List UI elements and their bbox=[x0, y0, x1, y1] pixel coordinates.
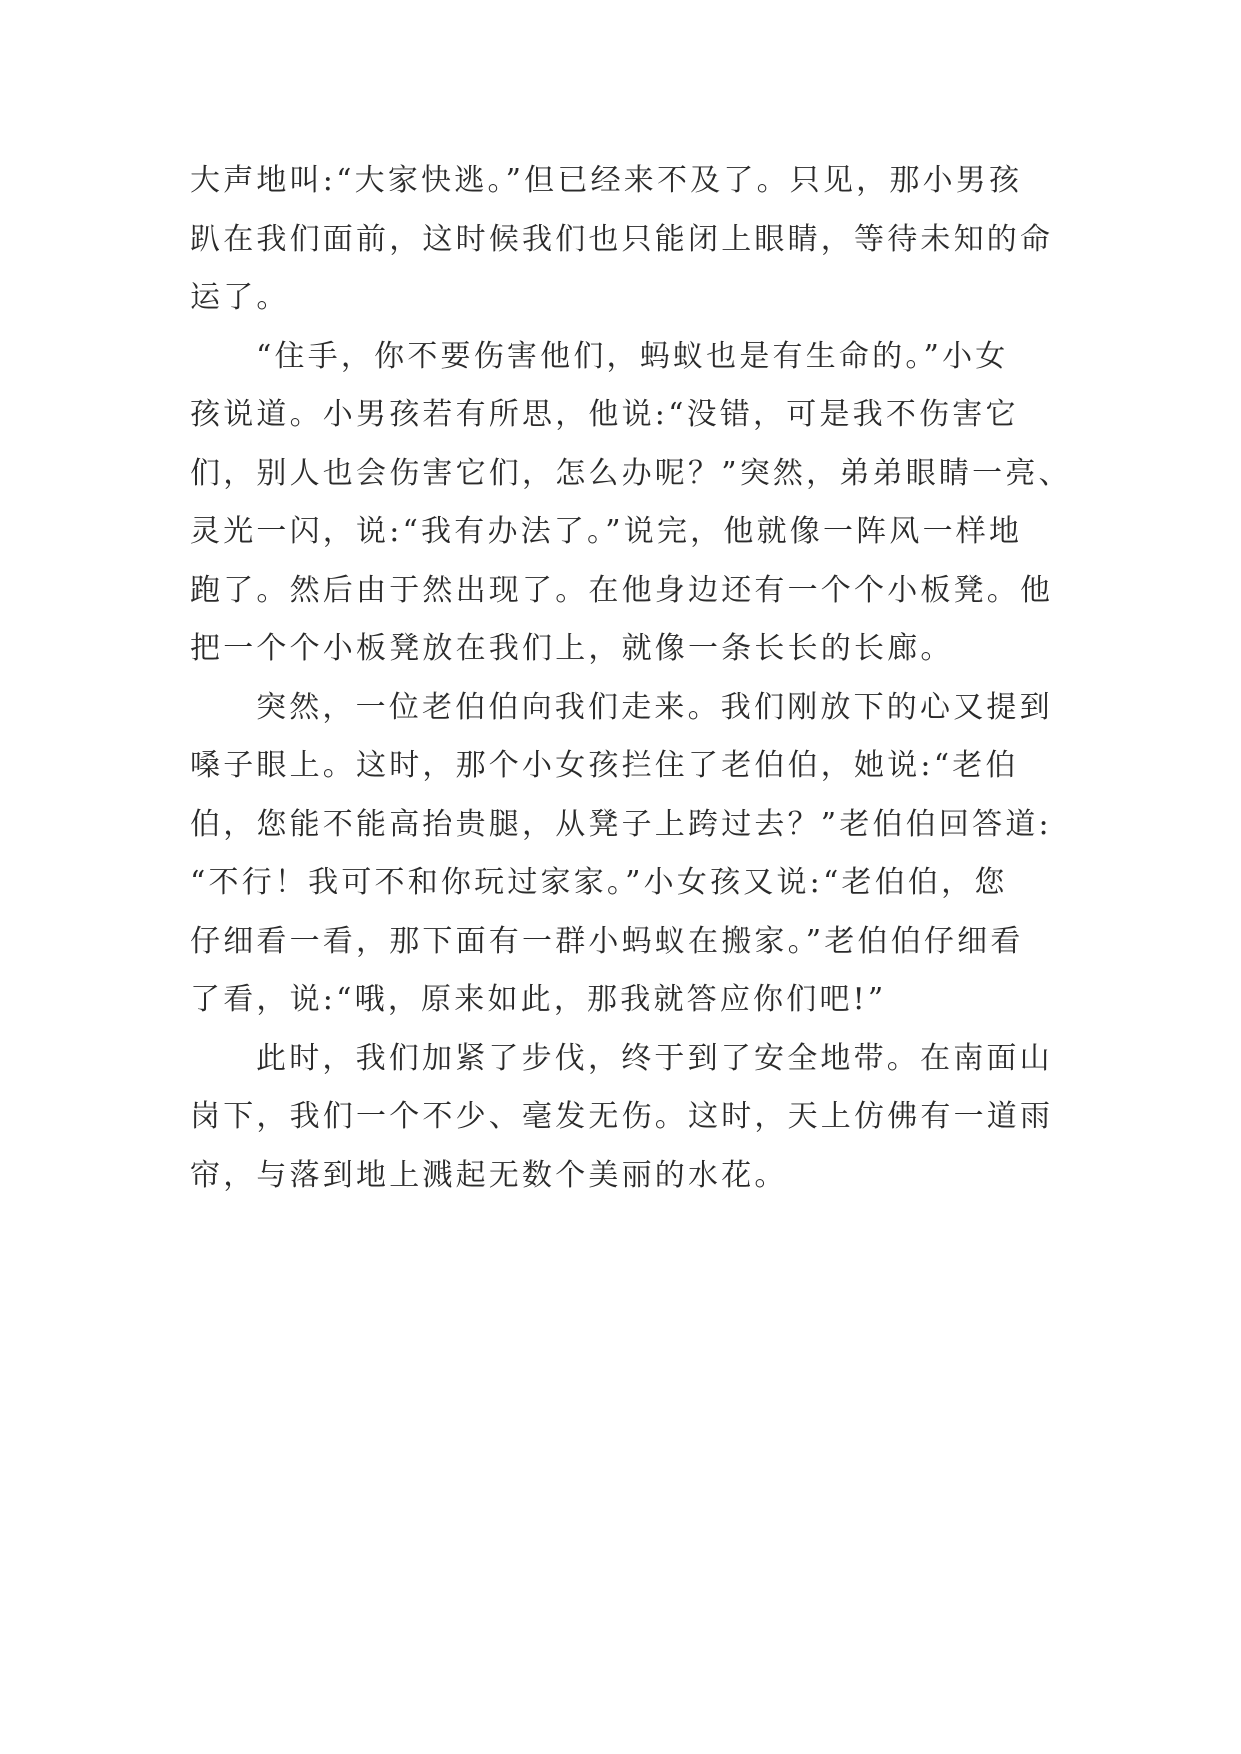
text-line: 运了。 bbox=[190, 280, 290, 315]
paragraph-1 bbox=[190, 152, 1070, 328]
text-line: “不行！我可不和你玩过家家。”小女孩又说:“老伯伯，您 bbox=[190, 865, 1008, 900]
text-line-first: “住手，你不要伤害他们，蚂蚁也是有生命的。”小女 bbox=[256, 338, 1009, 374]
text-line: 帘，与落到地上溅起无数个美丽的水花。 bbox=[190, 1157, 788, 1193]
text-line: 大声地叫:“大家快逃。”但已经来不及了。只见，那小男孩 bbox=[190, 163, 1023, 198]
paragraph-2 bbox=[190, 328, 1070, 679]
text-line: 仔细看一看，那下面有一群小蚂蚁在搬家。”老伯伯仔细看 bbox=[190, 923, 1024, 959]
text-line: 岗下，我们一个不少、毫发无伤。这时，天上仿佛有一道雨 bbox=[190, 1099, 1054, 1134]
text-line: 孩说道。小男孩若有所思，他说:“没错，可是我不伤害它 bbox=[190, 397, 1019, 432]
text-line-first: 突然，一位老伯伯向我们走来。我们刚放下的心又提到 bbox=[256, 689, 1053, 725]
text-line: 伯，您能不能高抬贵腿，从凳子上跨过去？”老伯伯回答道: bbox=[190, 806, 1052, 842]
text-line: 趴在我们面前，这时候我们也只能闭上眼睛，等待未知的命 bbox=[190, 221, 1054, 257]
document-body bbox=[190, 152, 1070, 1205]
paragraph-3 bbox=[190, 679, 1070, 1030]
text-line: 们，别人也会伤害它们，怎么办呢？”突然，弟弟眼睛一亮、 bbox=[190, 455, 1072, 491]
text-line: 嗓子眼上。这时，那个小女孩拦住了老伯伯，她说:“老伯 bbox=[190, 748, 1019, 783]
text-line: 了看，说:“哦，原来如此，那我就答应你们吧!” bbox=[190, 982, 887, 1017]
text-line-first: 此时，我们加紧了步伐，终于到了安全地带。在南面山 bbox=[256, 1040, 1053, 1076]
paragraph-4 bbox=[190, 1030, 1070, 1206]
text-line: 把一个个小板凳放在我们上，就像一条长长的长廊。 bbox=[190, 631, 954, 666]
text-line: 灵光一闪，说:“我有办法了。”说完，他就像一阵风一样地 bbox=[190, 514, 1023, 549]
text-line: 跑了。然后由于然出现了。在他身边还有一个个小板凳。他 bbox=[190, 572, 1054, 608]
